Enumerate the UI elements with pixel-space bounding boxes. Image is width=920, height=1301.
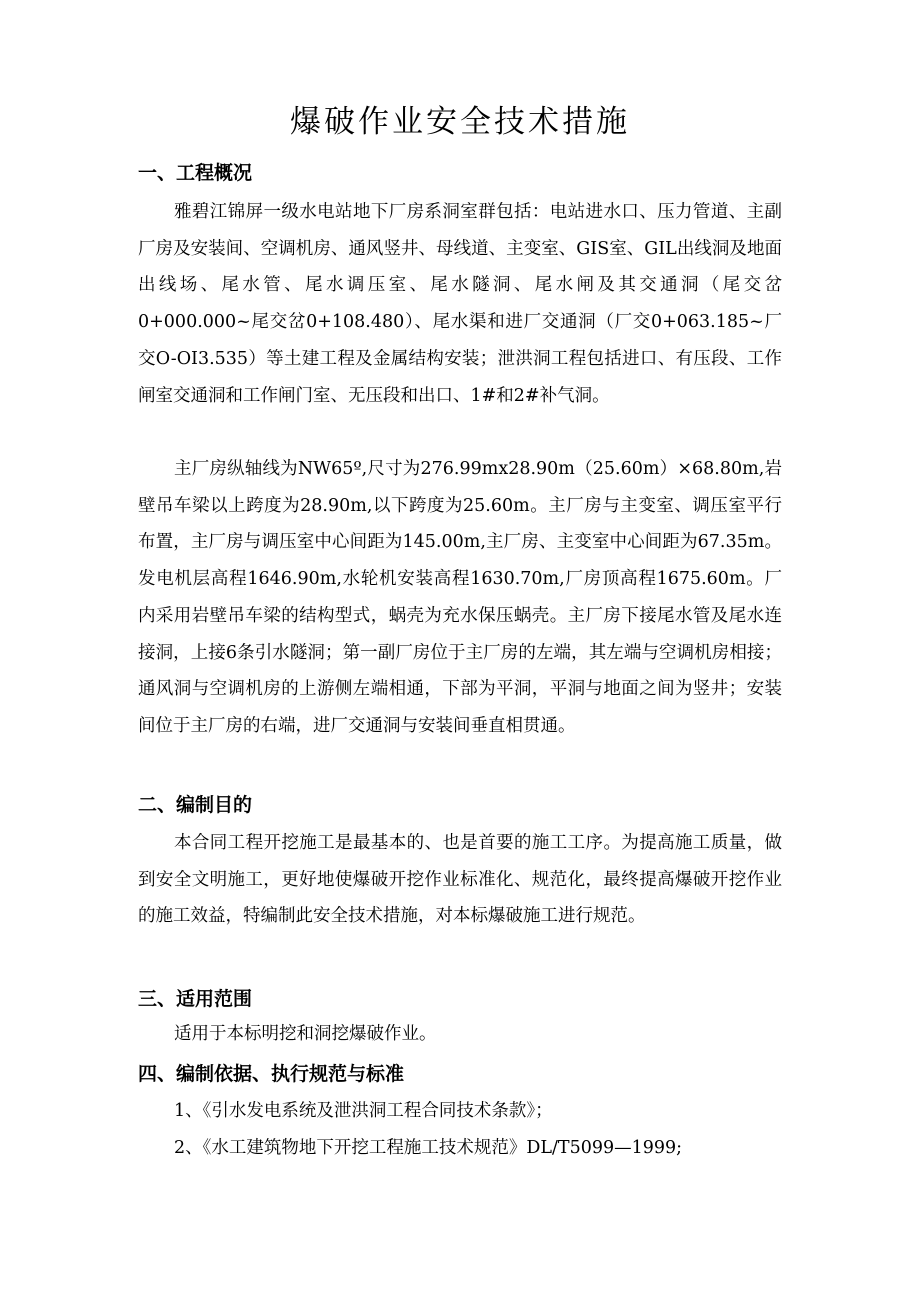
document-title: 爆破作业安全技术措施 <box>290 104 630 140</box>
section-heading-purpose: 二、编制目的 <box>138 794 253 816</box>
purpose-paragraph: 本合同工程开挖施工是最基本的、也是首要的施工工序。为提高施工质量，做到安全文明施工，更好地使爆破开挖作业标准化、规范化，最终提高爆破开挖作业的施工效益，特编制此安全技术措施，对本标爆破施工进行规范。 <box>138 833 782 927</box>
overview-paragraph-2: 主厂房纵轴线为NW65º,尺寸为276.99mx28.90m（25.60m）×68.80m,岩壁吊车梁以上跨度为28.90m,以下跨度为25.60m。主厂房与主变室、调压室平行布置，主厂房与调压室中心间距为145.00m,主厂房、主变室中心间距为67.35m。发电机层高程1646.90m,水轮机安装高程1630.70m,厂房顶高程1675.60m。厂内采用岩壁吊车梁的结构型式，蜗壳为充水保压蜗壳。主厂房下接尾水管及尾水连接洞，上接6条引水隧洞；第一副厂房位于主厂房的左端，其左端与空调机房相接；通风洞与空调机房的上游侧左端相通，下部为平洞，平洞与地面之间为竖井；安装间位于主厂房的右端，进厂交通洞与安装间垂直相贯通。 <box>138 459 782 736</box>
section-heading-basis: 四、编制依据、执行规范与标准 <box>138 1063 405 1085</box>
section-heading-overview: 一、工程概况 <box>138 162 253 184</box>
basis-list-item: 2、《水工建筑物地下开挖工程施工技术规范》DL/T5099—1999; <box>174 1138 683 1158</box>
basis-list-item: 1、《引水发电系统及泄洪洞工程合同技术条款》； <box>174 1101 553 1121</box>
section-heading-scope: 三、适用范围 <box>138 988 253 1010</box>
overview-paragraph-1: 雅碧江锦屏一级水电站地下厂房系洞室群包括：电站进水口、压力管道、主副厂房及安装间、空调机房、通风竖井、母线道、主变室、GIS室、GIL出线洞及地面出线场、尾水管、尾水调压室、尾水隧洞、尾水闸及其交通洞（尾交岔0+000.000~尾交岔0+108.480）、尾水渠和进厂交通洞（厂交0+063.185~厂交O-OI3.535）等土建工程及金属结构安装；泄洪洞工程包括进口、有压段、工作闸室交通洞和工作闸门室、无压段和出口、1#和2#补气洞。 <box>138 202 782 406</box>
scope-paragraph: 适用于本标明挖和洞挖爆破作业。 <box>174 1024 437 1044</box>
